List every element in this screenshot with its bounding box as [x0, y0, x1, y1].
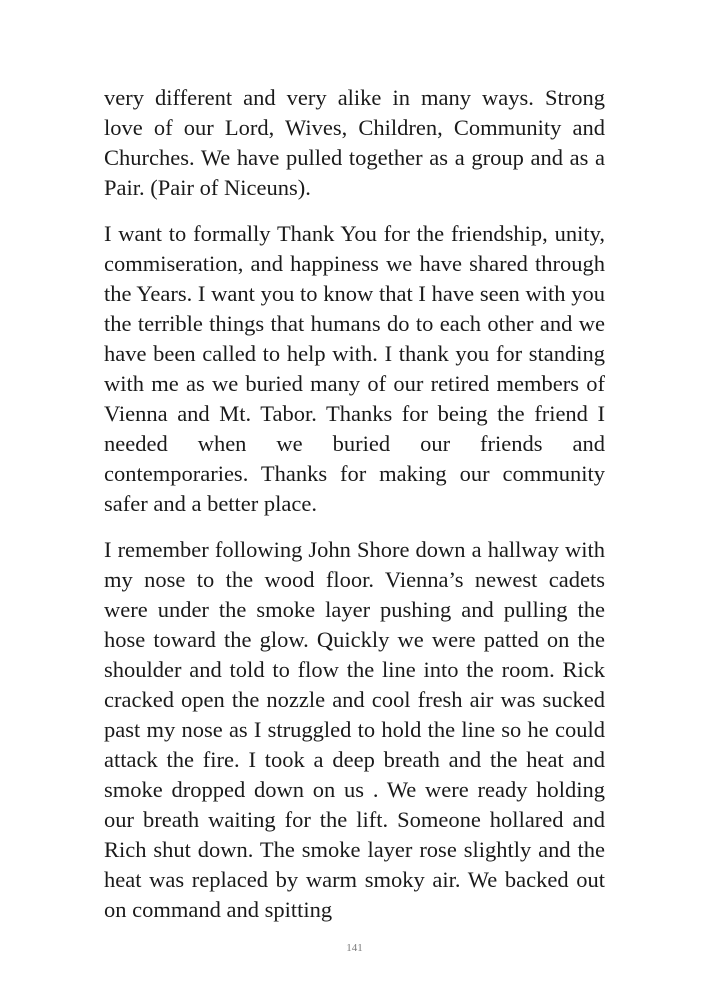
paragraph-1: very different and very alike in many ways. Strong love of our Lord, Wives, Children, Community and Churches. We have pulled together as a group and as a Pair. (Pair of Niceuns). — [104, 85, 605, 200]
paragraph-3: I remember following John Shore down a hallway with my nose to the wood floor. Vienna’s newest cadets were under the smoke layer pushing and pulling the hose toward the glow. Quickly we were patted on the shoulder and told to flow the line into the room. Rick cracked open the nozzle and cool fresh air was sucked past my nose as I struggled to hold the line so he could attack the fire. I took a deep breath and the heat and smoke dropped down on us . We were ready holding our breath waiting for the lift. Someone hollared and Rich shut down. The smoke layer rose slightly and the heat was replaced by warm smoky air. We backed out on command and spitting — [104, 537, 605, 922]
paragraph-2: I want to formally Thank You for the friendship, unity, commiseration, and happiness we have shared through the Years. I want you to know that I have seen with you the terrible things that humans do to each other and we have been called to help with. I thank you for standing with me as we buried many of our retired members of Vienna and Mt. Tabor. Thanks for being the friend I needed when we buried our friends and contemporaries. Thanks for making our community safer and a better place. — [104, 221, 605, 516]
page-number: 141 — [346, 942, 363, 954]
body-text — [104, 83, 605, 925]
